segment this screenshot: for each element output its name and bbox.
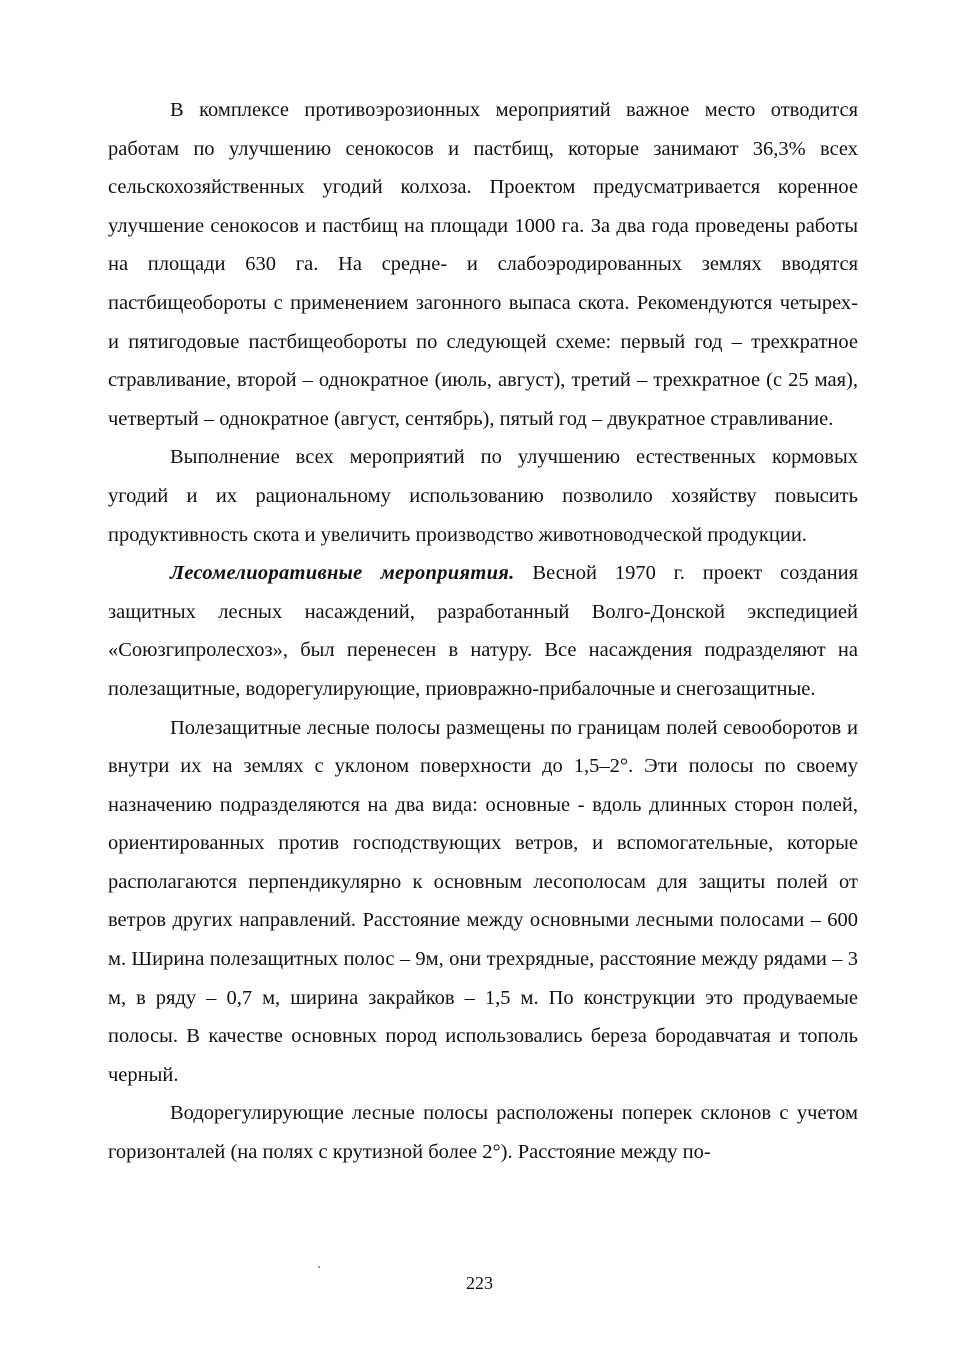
paragraph-forest-measures xyxy=(108,554,858,708)
scan-speck xyxy=(318,1266,320,1268)
paragraph-pastures: В комплексе противоэрозионных мероприятий важное место отводится работам по улучшению сенокосов и пастбищ, которые занимают 36,3% всех сельскохозяйственных угодий колхоза. Проектом предусматривается коренное улучшение сенокосов и пастбищ на площади 1000 га. За два года проведены работы на площади 630 га. На средне- и слабоэродированных землях вводятся пастбищеобороты с применением загонного выпаса скота. Рекомендуются четырех- и пятигодовые пастбищеобороты по следующей схеме: первый год – трехкратное стравливание, второй – однократное (июль, август), третий – трехкратное (с 25 мая), четвертый – однократное (август, сентябрь), пятый год – двукратное стравливание. xyxy=(108,99,858,430)
page-number: 223 xyxy=(466,1273,493,1293)
paragraph-forest-measures-text: Весной 1970 г. проект создания защитных лесных насаждений, разработанный Волго-Донской экспедицией «Союзгипролесхоз», был перенесен в натуру. Все насаждения подразделяют на полезащитные, водорегулирующие, приовражно-прибалочные и снегозащитные. xyxy=(108,562,858,700)
paragraph-field-protective-belts: Полезащитные лесные полосы размещены по границам полей севооборотов и внутри их на землях с уклоном поверхности до 1,5–2°. Эти полосы по своему назначению подразделяются на два вида: основные - вдоль длинных сторон полей, ориентированных против господствующих ветров, и вспомогательные, которые располагаются перпендикулярно к основным лесополосам для защиты полей от ветров других направлений. Расстояние между основными лесными полосами – 600 м. Ширина полезащитных полос – 9м, они трехрядные, расстояние между рядами – 3 м, в ряду – 0,7 м, ширина закрайков – 1,5 м. По конструкции это продуваемые полосы. В качестве основных пород использовались береза бородавчатая и тополь черный. xyxy=(108,716,858,1086)
paragraph-water-regulating-belts: Водорегулирующие лесные полосы расположены поперек склонов с учетом горизонталей (на полях с крутизной более 2°). Расстояние между по- xyxy=(108,1102,858,1164)
paragraph-productivity: Выполнение всех мероприятий по улучшению естественных кормовых угодий и их рациональному использованию позволило хозяйству повысить продуктивность скота и увеличить производство животноводческой продукции. xyxy=(108,446,858,546)
section-heading-forest-measures: Лесомелиоративные мероприятия. xyxy=(170,562,515,585)
body-text xyxy=(108,91,858,1172)
